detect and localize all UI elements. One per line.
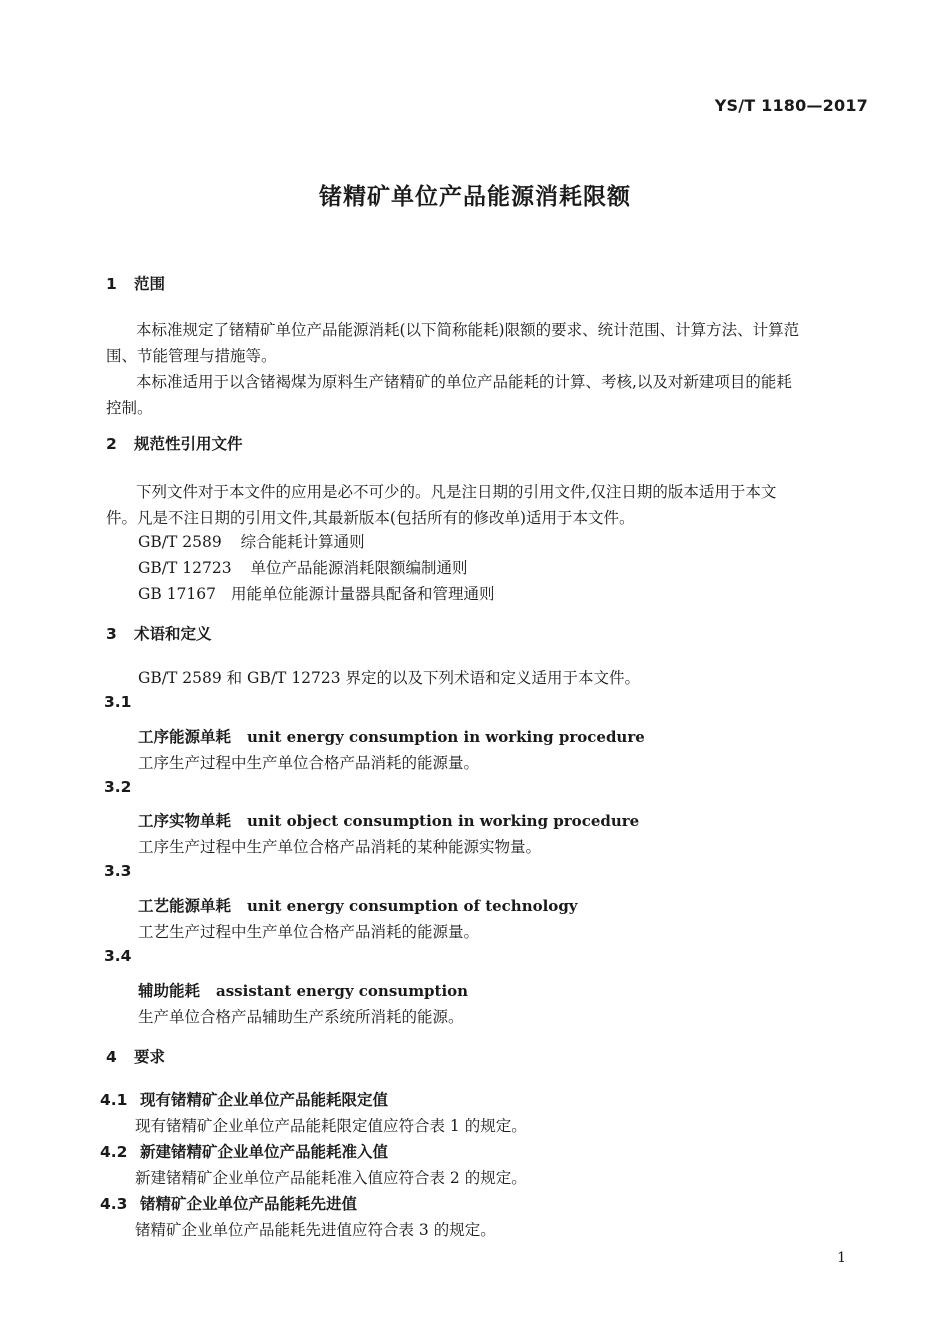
requirement-text: 锗精矿企业单位产品能耗先进值应符合表 3 的规定。: [135, 1221, 496, 1239]
reference-title: 用能单位能源计量器具配备和管理通则: [230, 585, 495, 603]
requirement-title: 锗精矿企业单位产品能耗先进值: [140, 1195, 358, 1213]
term-definition: 工序生产过程中生产单位合格产品消耗的能源量。: [138, 754, 480, 772]
section-heading-terms: [106, 622, 212, 644]
scope-paragraph-1-line-1: 本标准规定了锗精矿单位产品能源消耗(以下简称能耗)限额的要求、统计范围、计算方法、计算范: [136, 321, 800, 339]
section-heading-scope: [106, 272, 165, 294]
term-heading: [138, 894, 578, 916]
document-title: 锗精矿单位产品能源消耗限额: [319, 184, 631, 210]
reference-title: 单位产品能源消耗限额编制通则: [250, 559, 468, 577]
section-number: 2: [106, 435, 117, 453]
section-heading-requirements: [106, 1045, 165, 1067]
requirement-number: 4.1: [100, 1091, 128, 1109]
scope-paragraph-2-line-2: 控制。: [106, 399, 153, 417]
requirement-number: 4.2: [100, 1143, 128, 1161]
scope-paragraph-1-line-2: 围、节能管理与措施等。: [106, 347, 277, 365]
section-number: 1: [106, 275, 117, 293]
reference-code: GB/T 2589: [138, 533, 222, 551]
term-heading: [138, 725, 645, 747]
refs-intro-line-2: 件。凡是不注日期的引用文件,其最新版本(包括所有的修改单)适用于本文件。: [106, 509, 635, 527]
page-number: 1: [837, 1250, 846, 1266]
section-title: 规范性引用文件: [134, 435, 243, 453]
term-english: unit energy consumption of technology: [247, 897, 578, 915]
term-english: assistant energy consumption: [216, 982, 469, 1000]
reference-code: GB/T 12723: [138, 559, 232, 577]
term-chinese: 工序能源单耗: [138, 728, 232, 746]
term-english: unit energy consumption in working procedure: [247, 728, 645, 746]
reference-item: [138, 556, 468, 578]
term-english: unit object consumption in working procedure: [247, 812, 640, 830]
section-heading-normative-refs: [106, 432, 243, 454]
refs-intro-line-1: 下列文件对于本文件的应用是必不可少的。凡是注日期的引用文件,仅注日期的版本适用于本文: [136, 483, 777, 501]
section-title: 术语和定义: [134, 625, 212, 643]
section-number: 4: [106, 1048, 117, 1066]
requirement-text: 新建锗精矿企业单位产品能耗准入值应符合表 2 的规定。: [135, 1169, 527, 1187]
term-number: 3.4: [104, 947, 132, 965]
term-number: 3.2: [104, 778, 132, 796]
term-number: 3.3: [104, 862, 132, 880]
terms-intro: GB/T 2589 和 GB/T 12723 界定的以及下列术语和定义适用于本文件。: [138, 669, 641, 687]
requirement-title: 新建锗精矿企业单位产品能耗准入值: [140, 1143, 389, 1161]
requirement-title: 现有锗精矿企业单位产品能耗限定值: [140, 1091, 389, 1109]
reference-title: 综合能耗计算通则: [240, 533, 365, 551]
term-definition: 工序生产过程中生产单位合格产品消耗的某种能源实物量。: [138, 838, 542, 856]
term-number: 3.1: [104, 693, 132, 711]
term-chinese: 工序实物单耗: [138, 812, 232, 830]
requirement-heading: [100, 1088, 388, 1110]
section-number: 3: [106, 625, 117, 643]
reference-item: [138, 530, 365, 552]
reference-code: GB 17167: [138, 585, 217, 603]
term-heading: [138, 809, 639, 831]
term-chinese: 工艺能源单耗: [138, 897, 232, 915]
section-title: 要求: [134, 1048, 166, 1066]
requirement-number: 4.3: [100, 1195, 128, 1213]
requirement-text: 现有锗精矿企业单位产品能耗限定值应符合表 1 的规定。: [135, 1117, 527, 1135]
term-heading: [138, 979, 468, 1001]
standard-code: YS/T 1180—2017: [714, 96, 868, 115]
scope-paragraph-2-line-1: 本标准适用于以含锗褐煤为原料生产锗精矿的单位产品能耗的计算、考核,以及对新建项目的能耗: [136, 373, 792, 391]
term-chinese: 辅助能耗: [138, 982, 201, 1000]
section-title: 范围: [134, 275, 166, 293]
term-definition: 工艺生产过程中生产单位合格产品消耗的能源量。: [138, 923, 480, 941]
requirement-heading: [100, 1192, 357, 1214]
requirement-heading: [100, 1140, 388, 1162]
reference-item: [138, 582, 494, 604]
term-definition: 生产单位合格产品辅助生产系统所消耗的能源。: [138, 1008, 464, 1026]
